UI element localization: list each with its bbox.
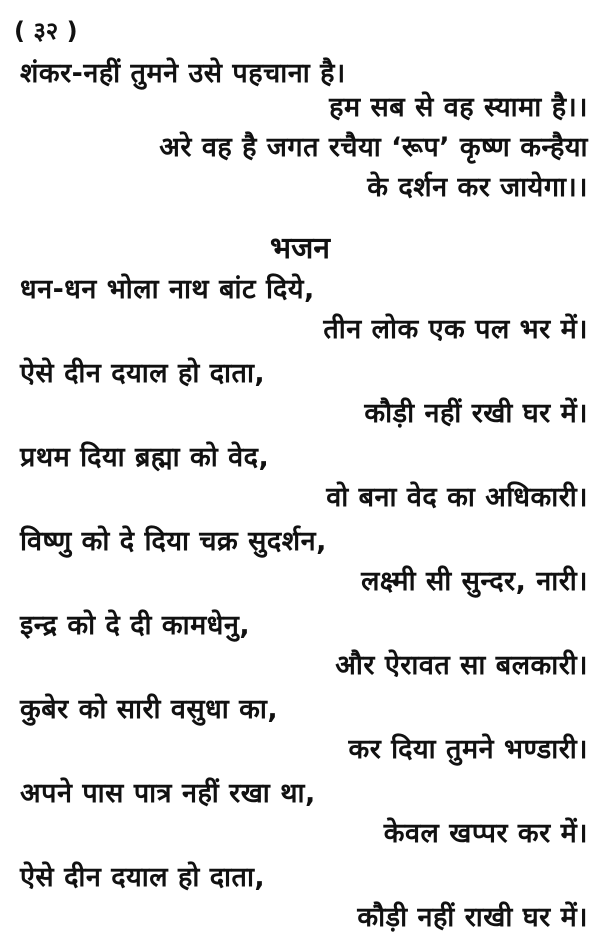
bhajan-line: विष्णु को दे दिया चक्र सुदर्शन, [20,526,327,557]
bhajan-line: केवल खप्पर कर में। [383,818,588,849]
bhajan-line: तीन लोक एक पल भर में। [323,314,588,345]
dialogue-line-3: अरे वह है जगत रचैया ‘रूप’ कृष्ण कन्हैया [159,132,588,163]
bhajan-line: कौड़ी नहीं राखी घर में। [357,902,588,933]
dialogue-line-1: शंकर-नहीं तुमने उसे पहचाना है। [20,58,346,89]
bhajan-line: लक्ष्मी सी सुन्दर, नारी। [361,566,588,597]
bhajan-line: प्रथम दिया ब्रह्मा को वेद, [20,442,270,473]
bhajan-line: अपने पास पात्र नहीं रखा था, [20,778,316,809]
bhajan-line: कौड़ी नहीं रखी घर में। [364,398,588,429]
bhajan-line: वो बना वेद का अधिकारी। [326,482,588,513]
bhajan-title: भजन [270,231,330,266]
bhajan-line: ऐसे दीन दयाल हो दाता, [20,862,266,893]
bhajan-line: और ऐरावत सा बलकारी। [335,650,588,681]
bhajan-line: धन-धन भोला नाथ बांट दिये, [20,274,315,305]
bhajan-line: कर दिया तुमने भण्डारी। [348,734,588,765]
dialogue-line-4: के दर्शन कर जायेगा।। [367,172,588,203]
bhajan-line: ऐसे दीन दयाल हो दाता, [20,358,266,389]
bhajan-line: इन्द्र को दे दी कामधेनु, [20,610,251,641]
bhajan-line: कुबेर को सारी वसुधा का, [20,694,279,725]
dialogue-line-2: हम सब से वह स्यामा है।। [329,92,588,123]
page-number: ( ३२ ) [14,17,78,45]
